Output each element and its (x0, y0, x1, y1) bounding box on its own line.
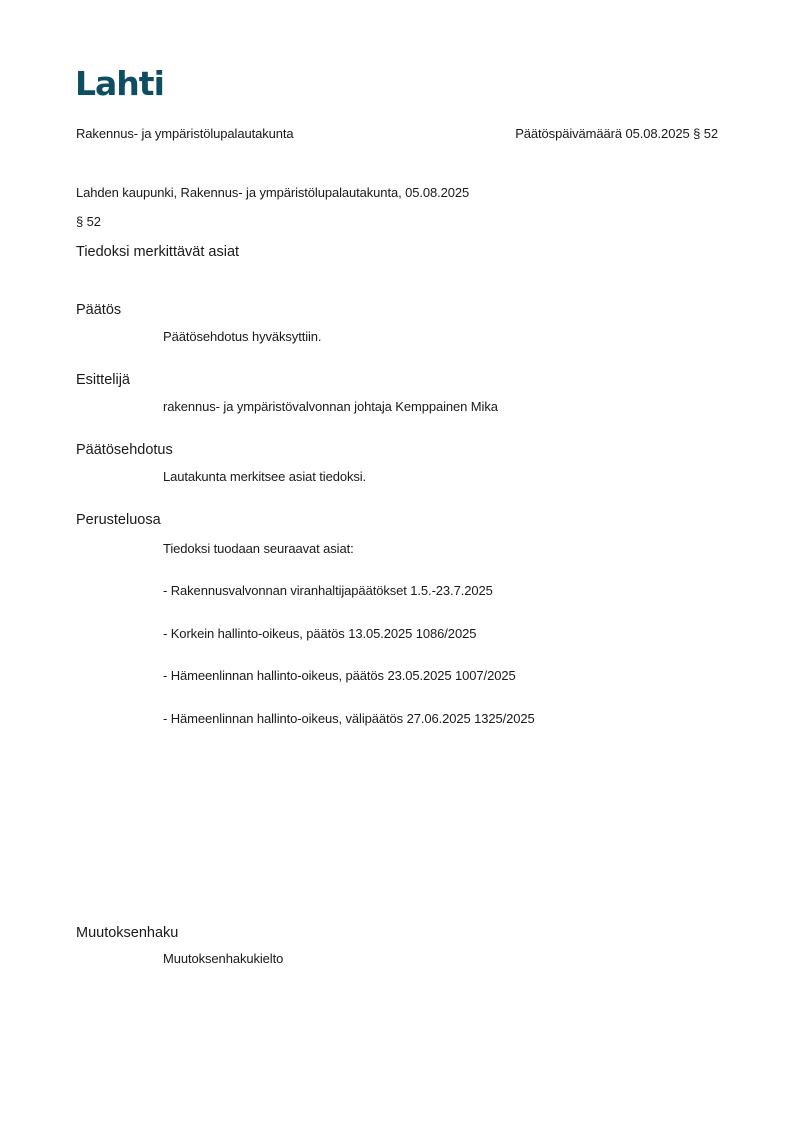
list-item: - Korkein hallinto-oikeus, päätös 13.05.2025 1086/2025 (163, 626, 477, 641)
presenter-heading: Esittelijä (76, 372, 130, 388)
list-item: - Hämeenlinnan hallinto-oikeus, päätös 23.05.2025 1007/2025 (163, 668, 516, 683)
item-title: Tiedoksi merkittävät asiat (76, 244, 240, 260)
logo-text: Lahti (75, 64, 164, 100)
list-item: - Hämeenlinnan hallinto-oikeus, välipäätös 27.06.2025 1325/2025 (163, 711, 535, 726)
decision-date: Päätöspäivämäärä 05.08.2025 § 52 (515, 126, 718, 141)
section-number: § 52 (76, 214, 101, 229)
decision-heading: Päätös (76, 302, 122, 318)
decision-text: Päätösehdotus hyväksyttiin. (163, 329, 322, 344)
board-name: Rakennus- ja ympäristölupalautakunta (76, 126, 294, 141)
proposal-heading: Päätösehdotus (76, 442, 173, 458)
appeal-heading: Muutoksenhaku (76, 925, 179, 941)
list-item: - Rakennusvalvonnan viranhaltijapäätökset 1.5.-23.7.2025 (163, 583, 493, 598)
lahti-logo-mark (75, 64, 170, 100)
lahti-logo (75, 64, 170, 100)
rationale-text: Tiedoksi tuodaan seuraavat asiat: (163, 541, 354, 556)
proposal-text: Lautakunta merkitsee asiat tiedoksi. (163, 469, 367, 484)
presenter-text: rakennus- ja ympäristövalvonnan johtaja Kemppainen Mika (163, 399, 498, 414)
meeting-line: Lahden kaupunki, Rakennus- ja ympäristölupalautakunta, 05.08.2025 (76, 185, 470, 200)
rationale-heading: Perusteluosa (76, 512, 161, 528)
appeal-text: Muutoksenhakukielto (163, 951, 284, 966)
